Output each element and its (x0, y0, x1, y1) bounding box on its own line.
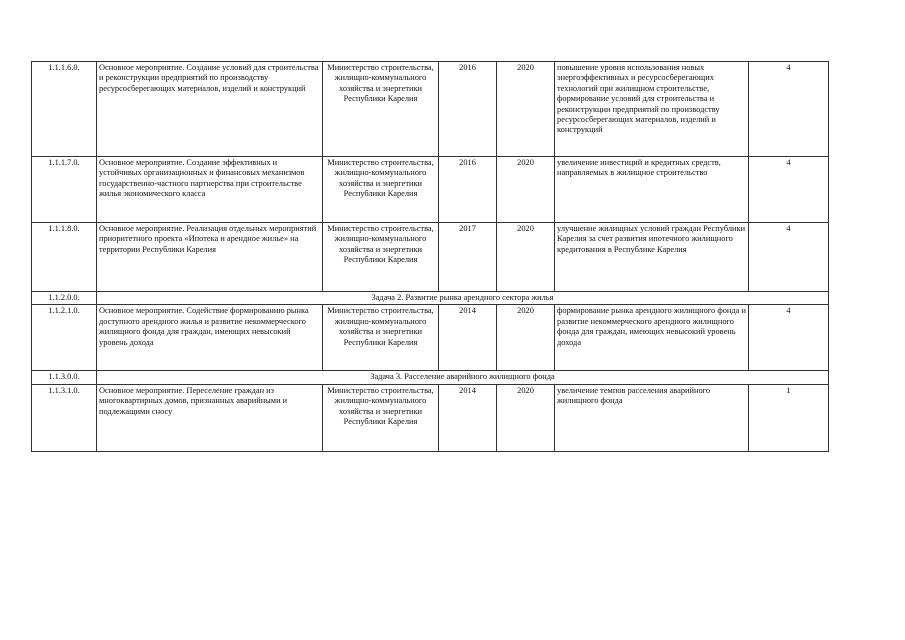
row-year-end: 2020 (497, 384, 555, 451)
table-row (32, 305, 829, 371)
measures-table (31, 61, 829, 452)
row-code: 1.1.1.7.0. (32, 157, 97, 223)
table-row (32, 157, 829, 223)
row-year-start: 2014 (439, 305, 497, 371)
row-code: 1.1.1.8.0. (32, 223, 97, 292)
table-row (32, 62, 829, 157)
row-indicator: 1 (749, 384, 829, 451)
task-title: Задача 3. Расселение аварийного жилищного фонда (97, 371, 829, 384)
row-description: Основное мероприятие. Создание эффективных и устойчивых организационных и финансовых механизмов государственно-частного партнерства при строительстве жилья экономического класса (97, 157, 323, 223)
row-year-start: 2016 (439, 157, 497, 223)
row-responsible: Министерство строительства, жилищно-коммунального хозяйства и энергетики Республики Карелия (323, 62, 439, 157)
table-row (32, 384, 829, 451)
row-result: формирование рынка арендного жилищного фонда и развитие некоммерческого арендного жилищного фонда для граждан, имеющих невысокий уровень дохода (555, 305, 749, 371)
row-year-start: 2014 (439, 384, 497, 451)
row-code: 1.1.1.6.0. (32, 62, 97, 157)
row-description: Основное мероприятие. Реализация отдельных мероприятий приоритетного проекта «Ипотека и арендное жилье» на территории Республики Карелия (97, 223, 323, 292)
row-code: 1.1.3.1.0. (32, 384, 97, 451)
row-indicator: 4 (749, 305, 829, 371)
row-description: Основное мероприятие. Переселение граждан из многоквартирных домов, признанных аварийными и подлежащими сносу (97, 384, 323, 451)
task-row (32, 371, 829, 384)
row-year-start: 2017 (439, 223, 497, 292)
task-row (32, 292, 829, 305)
row-year-end: 2020 (497, 157, 555, 223)
row-result: повышение уровня использования новых энергоэффективных и ресурсосберегающих технологий при жилищном строительстве, формирование условий для строительства и реконструкции предприятий по производству ресурсосберегающих материалов, изделий и конструкций (555, 62, 749, 157)
row-indicator: 4 (749, 62, 829, 157)
task-title: Задача 2. Развитие рынка арендного сектора жилья (97, 292, 829, 305)
row-year-start: 2016 (439, 62, 497, 157)
row-responsible: Министерство строительства, жилищно-коммунального хозяйства и энергетики Республики Карелия (323, 157, 439, 223)
row-result: улучшение жилищных условий граждан Республики Карелия за счет развития ипотечного жилищного кредитования в Республике Карелия (555, 223, 749, 292)
table-row (32, 223, 829, 292)
row-responsible: Министерство строительства, жилищно-коммунального хозяйства и энергетики Республики Карелия (323, 223, 439, 292)
row-result: увеличение темпов расселения аварийного жилищного фонда (555, 384, 749, 451)
row-responsible: Министерство строительства, жилищно-коммунального хозяйства и энергетики Республики Карелия (323, 384, 439, 451)
row-indicator: 4 (749, 223, 829, 292)
row-year-end: 2020 (497, 62, 555, 157)
row-year-end: 2020 (497, 305, 555, 371)
row-code: 1.1.2.1.0. (32, 305, 97, 371)
row-year-end: 2020 (497, 223, 555, 292)
task-code: 1.1.3.0.0. (32, 371, 97, 384)
row-description: Основное мероприятие. Содействие формированию рынка доступного арендного жилья и развитие некоммерческого жилищного фонда для граждан, имеющих невысокий уровень дохода (97, 305, 323, 371)
row-indicator: 4 (749, 157, 829, 223)
task-code: 1.1.2.0.0. (32, 292, 97, 305)
row-description: Основное мероприятие. Создание условий для строительства и реконструкции предприятий по производству ресурсосберегающих материалов, изделий и конструкций (97, 62, 323, 157)
row-responsible: Министерство строительства, жилищно-коммунального хозяйства и энергетики Республики Карелия (323, 305, 439, 371)
row-result: увеличение инвестиций и кредитных средств, направляемых в жилищное строительство (555, 157, 749, 223)
